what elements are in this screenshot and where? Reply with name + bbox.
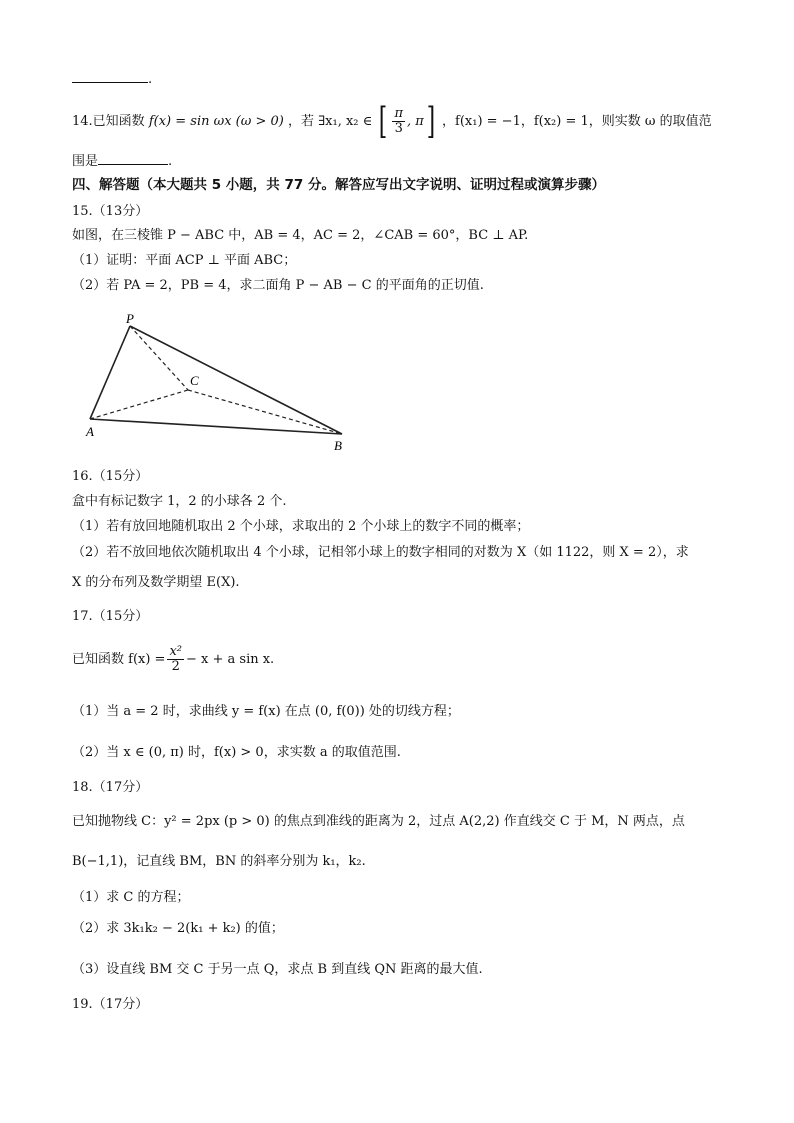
q17-header: 17.（15分） [72,609,149,624]
q16-part2: （2）若不放回地依次随机取出 4 个小球，记相邻小球上的数字相同的对数为 X（如 1122，则 X = 2），求 [72,545,689,560]
question-14-line1 [72,102,712,142]
q14-answer-blank [98,150,168,165]
edge-AB [90,419,342,434]
q18-stem: 已知抛物线 C：y² = 2px (p > 0) 的焦点到准线的距离为 2，过点 A(2,2) 作直线交 C 于 M，N 两点，点 [72,814,685,829]
question-14-line2: 围是 . [72,150,172,171]
q16-stem: 盒中有标记数字 1，2 的小球各 2 个. [72,494,287,509]
q17-part2: （2）当 x ∈ (0, π) 时，f(x) > 0，求实数 a 的取值范围. [72,745,401,760]
q17-fraction: $\frac{\text{x²}}{2}$ [169,644,182,674]
q14-interval-fraction: $\frac{\pi}{3}$ [394,106,404,136]
q16-header: 16.（15分） [72,469,149,484]
q15-header: 15.（13分） [72,204,149,219]
q16-part2b: X 的分布列及数学期望 E(X). [72,575,240,590]
q14-mid: ，若 ∃x₁, x₂ ∈ [287,114,373,129]
vertex-label-P: P [126,312,134,326]
vertex-label-C: C [190,373,199,388]
q18-part3: （3）设直线 BM 交 C 于另一点 Q，求点 B 到直线 QN 距离的最大值. [72,962,483,977]
edge-PA [90,326,130,419]
q17-stem: 已知函数 f(x) = $\frac{\text{x²}}{2}$ − x + a sin x. [72,644,275,674]
q18-part2: （2）求 3k₁k₂ − 2(k₁ + k₂) 的值； [72,921,284,936]
q15-part2: （2）若 PA = 2，PB = 4，求二面角 P − AB − C 的平面角的正切值. [72,278,484,293]
previous-answer-blank: . [72,68,152,89]
right-bracket-icon: ] [426,100,436,142]
q19-header: 19.（17分） [72,997,149,1012]
section-4-title: 四、解答题（本大题共 5 小题，共 77 分。解答应写出文字说明、证明过程或演算步骤） [72,177,605,193]
q14-function: f(x) = sin ωx (ω > 0) [148,114,284,129]
edge-PC [130,326,188,390]
q14-lead: 14.已知函数 [72,114,145,129]
vertex-label-B: B [334,438,342,453]
q18-stem2: B(−1,1)，记直线 BM，BN 的斜率分别为 k₁，k₂. [72,854,366,869]
q16-part1: （1）若有放回地随机取出 2 个小球，求取出的 2 个小球上的数字不同的概率； [72,519,530,534]
q18-part1: （1）求 C 的方程； [72,890,190,905]
edge-BC [188,390,342,434]
q15-part1: （1）证明：平面 ACP ⊥ 平面 ABC； [72,253,297,268]
tetrahedron-figure [80,312,370,460]
q18-header: 18.（17分） [72,780,149,795]
left-bracket-icon: [ [379,100,388,142]
q15-stem: 如图，在三棱锥 P − ABC 中，AB = 4，AC = 2，∠CAB = 60°，BC ⊥ AP. [72,228,529,243]
q14-interval-tail: , π [407,114,424,129]
edge-AC [90,390,188,419]
q14-condition: ，f(x₁) = −1，f(x₂) = 1，则实数 ω 的取值范 [442,114,712,129]
q17-part1: （1）当 a = 2 时，求曲线 y = f(x) 在点 (0, f(0)) 处的切线方程； [72,704,460,719]
edge-PB [130,326,342,434]
vertex-label-A: A [86,424,94,439]
